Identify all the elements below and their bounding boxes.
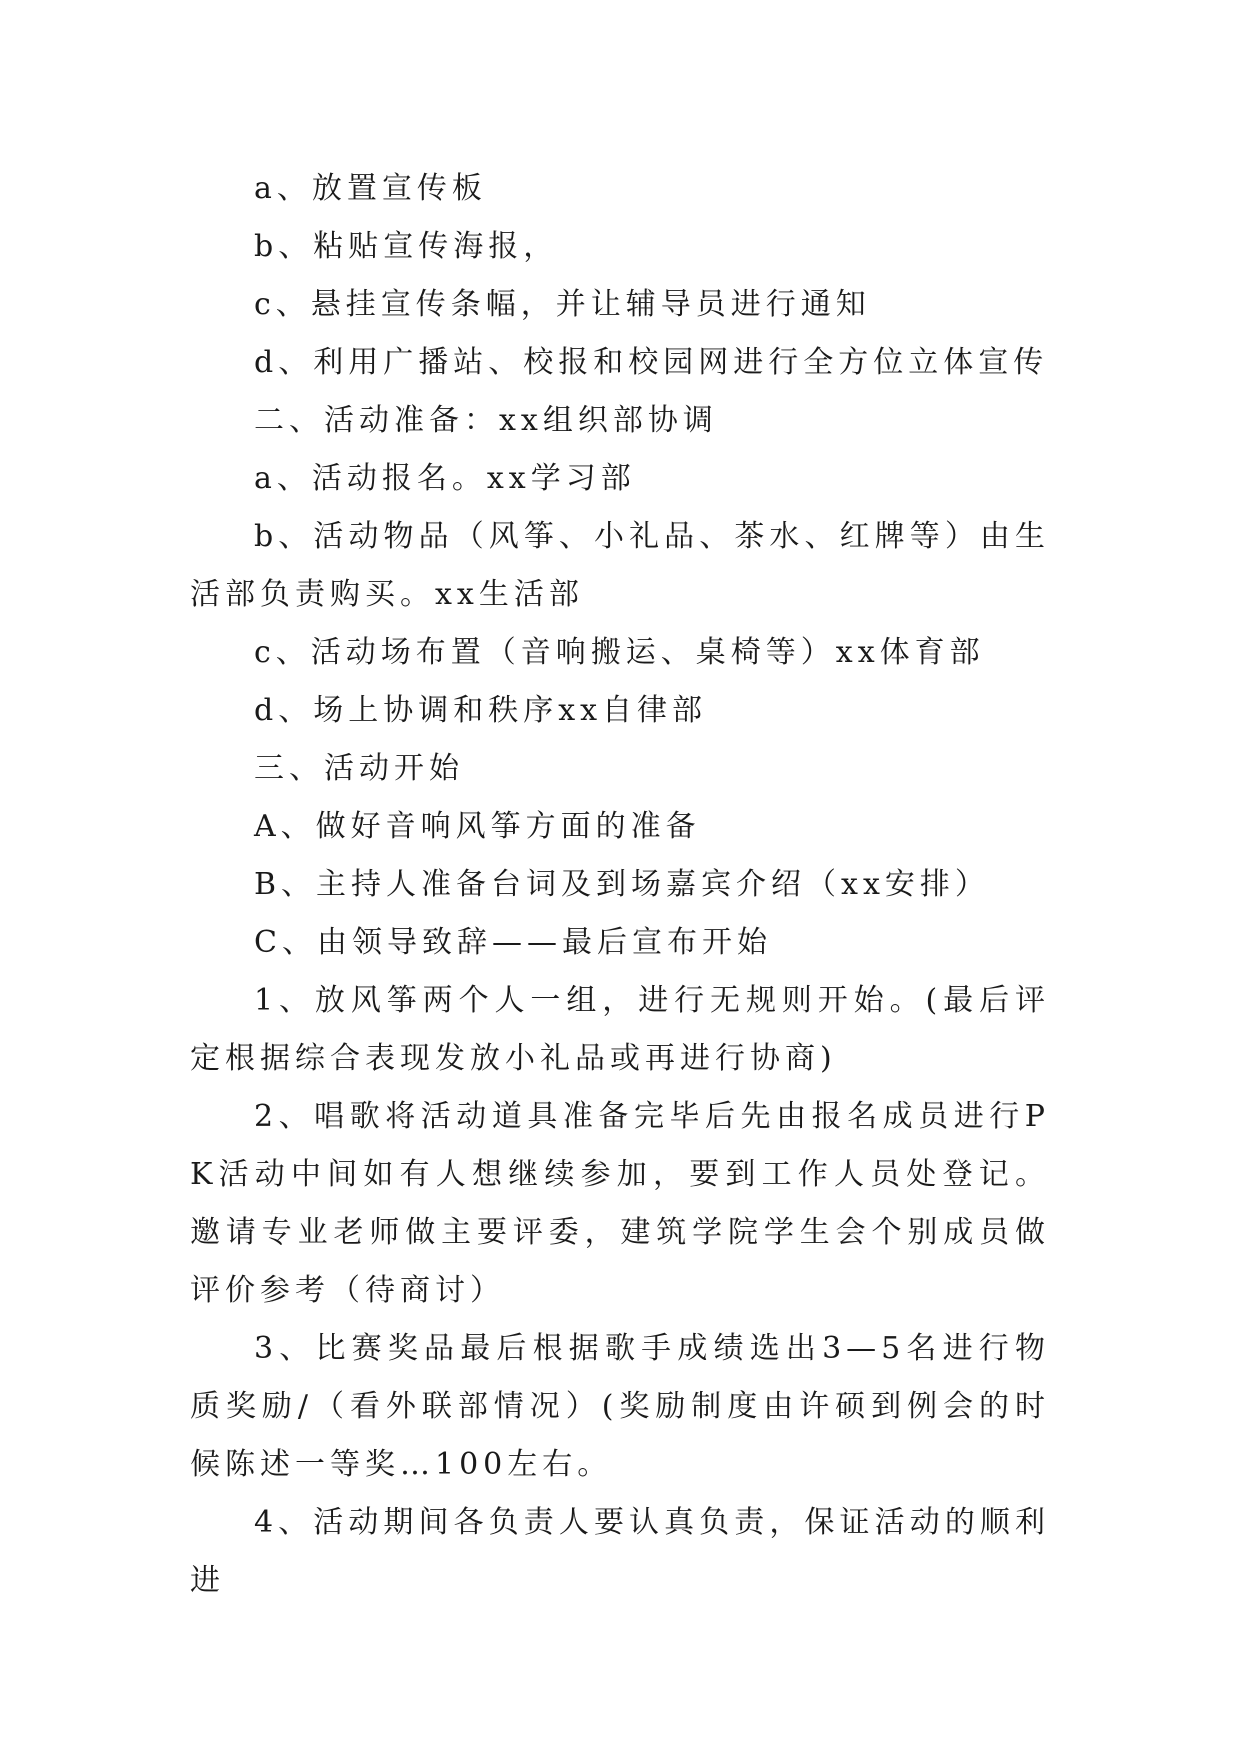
- paragraph-registration: a、活动报名。xx学习部: [254, 461, 636, 496]
- paragraph-supplies: b、活动物品（风筝、小礼品、茶水、红牌等）由生活部负责购买。xx生活部: [190, 519, 1050, 612]
- paragraph-prizes: 3、比赛奖品最后根据歌手成绩选出3—5名进行物质奖励/（看外联部情况）(奖励制度由许硕到例会的时候陈述一等奖…100左右。: [190, 1331, 1050, 1482]
- section-heading-start: 三、活动开始: [254, 751, 464, 786]
- section-heading-preparation: 二、活动准备：xx组织部协调: [254, 403, 718, 438]
- paragraph-audio-kites: A、做好音响风筝方面的准备: [254, 809, 701, 844]
- document-body: [190, 160, 1050, 1610]
- paragraph-promo-poster: b、粘贴宣传海报，: [254, 229, 559, 264]
- paragraph-responsibility: 4、活动期间各负责人要认真负责，保证活动的顺利进: [190, 1505, 1050, 1598]
- paragraph-promo-banner: c、悬挂宣传条幅，并让辅导员进行通知: [254, 287, 871, 322]
- paragraph-venue-setup: c、活动场布置（音响搬运、桌椅等）xx体育部: [254, 635, 985, 670]
- paragraph-order: d、场上协调和秩序xx自律部: [254, 693, 708, 728]
- paragraph-opening-speech: C、由领导致辞——最后宣布开始: [254, 925, 772, 960]
- paragraph-promo-media: d、利用广播站、校报和校园网进行全方位立体宣传: [254, 345, 1049, 380]
- paragraph-promo-board: a、放置宣传板: [254, 171, 487, 206]
- paragraph-singing: 2、唱歌将活动道具准备完毕后先由报名成员进行PK活动中间如有人想继续参加，要到工作人员处登记。邀请专业老师做主要评委，建筑学院学生会个别成员做评价参考（待商讨）: [190, 1099, 1050, 1308]
- paragraph-kite-flying: 1、放风筝两个人一组，进行无规则开始。(最后评定根据综合表现发放小礼品或再进行协商): [190, 983, 1050, 1076]
- paragraph-host: B、主持人准备台词及到场嘉宾介绍（xx安排）: [254, 867, 990, 902]
